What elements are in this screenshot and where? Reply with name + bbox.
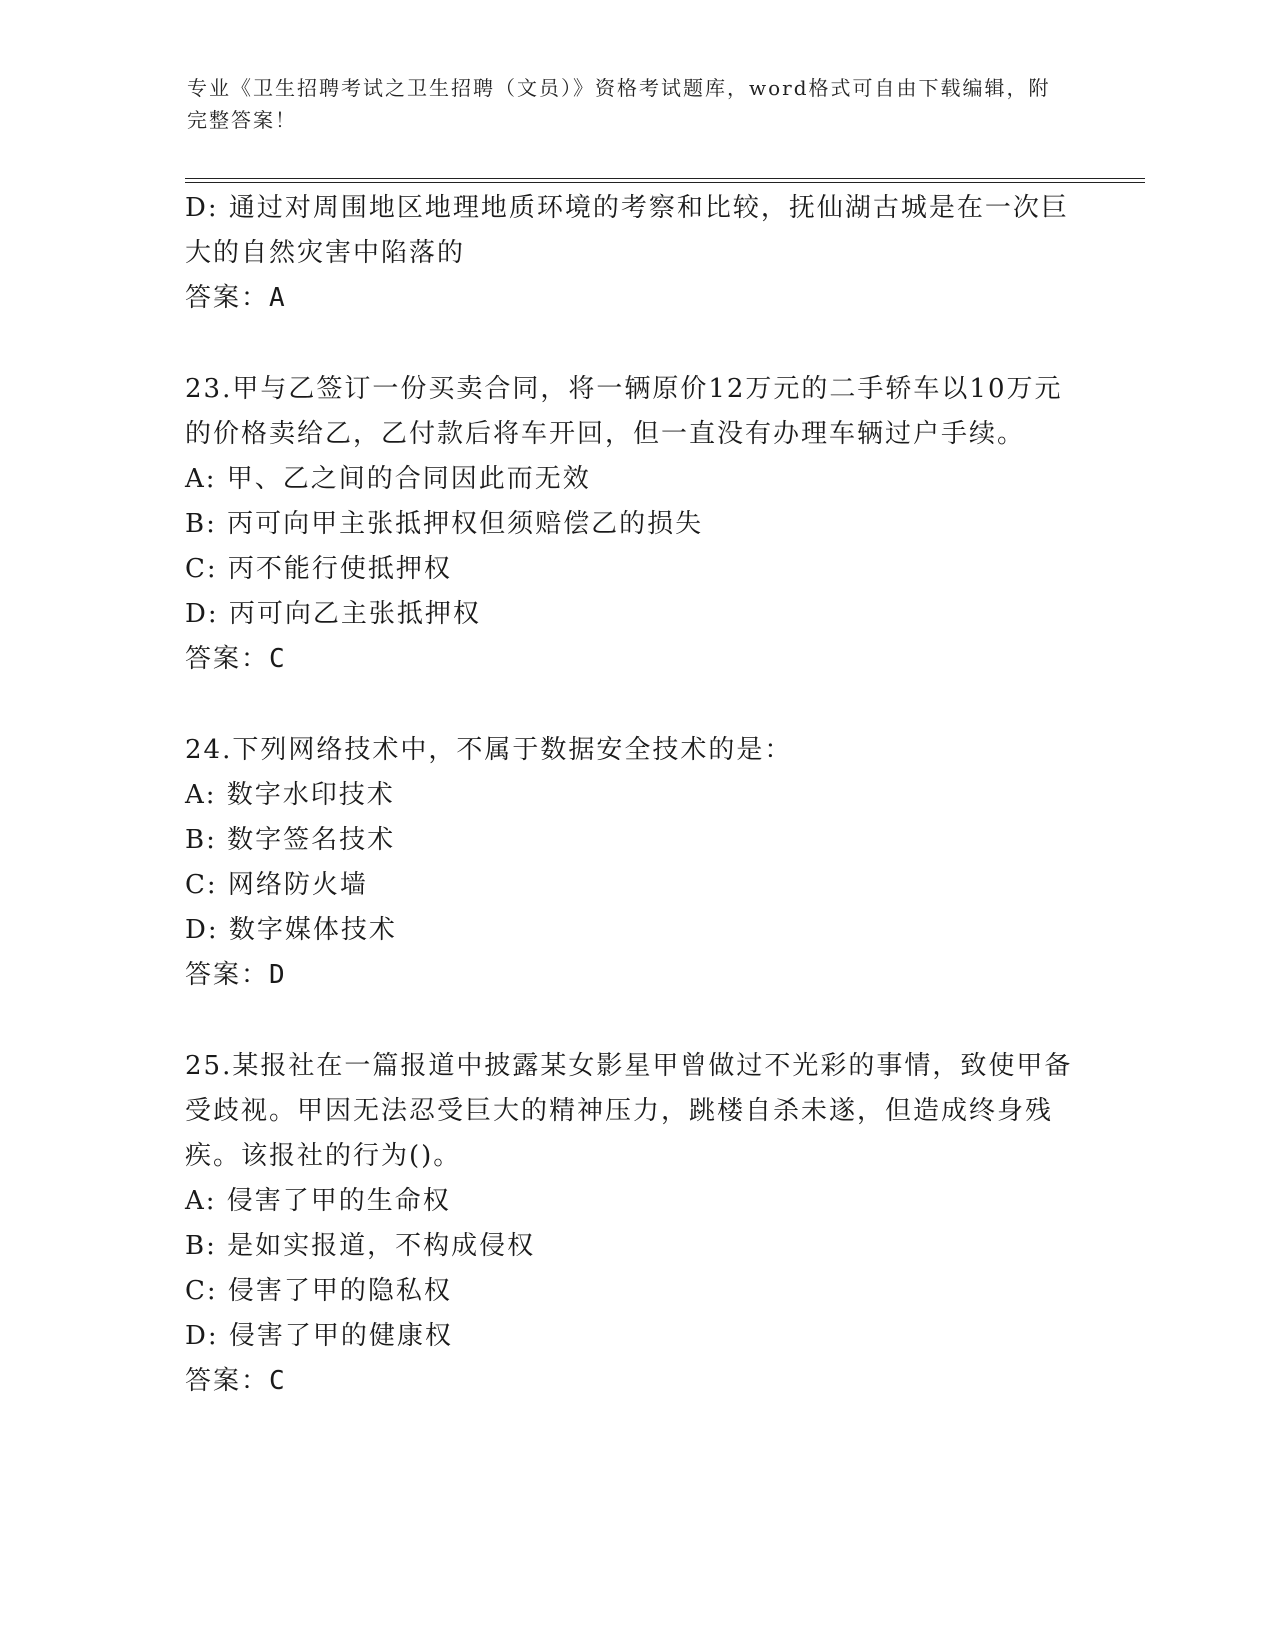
option-d: D: 数字媒体技术: [185, 915, 397, 945]
question-block-23: [185, 367, 1085, 682]
option-c: C: 侵害了甲的隐私权: [185, 1276, 452, 1306]
answer-line: [185, 276, 1085, 321]
option-c: C: 丙不能行使抵押权: [185, 554, 452, 584]
answer-value: D: [269, 960, 287, 990]
answer-value: A: [269, 283, 287, 313]
answer-label: 答案：: [185, 960, 270, 990]
answer-line: [185, 637, 1085, 682]
spacer: [185, 321, 1085, 367]
option-a: A: 侵害了甲的生命权: [185, 1186, 451, 1216]
option-b: B: 丙可向甲主张抵押权但须赔偿乙的损失: [185, 509, 704, 539]
option-c: C: 网络防火墙: [185, 870, 368, 900]
option-a: A: 甲、乙之间的合同因此而无效: [185, 464, 591, 494]
page-header: 专业《卫生招聘考试之卫生招聘（文员）》资格考试题库，word格式可自由下载编辑，附完整答案！: [187, 76, 1051, 132]
document-content: [185, 190, 1085, 1404]
question-block-25: [185, 1044, 1085, 1404]
question-block-24: [185, 728, 1085, 998]
question-stem: 25.某报社在一篇报道中披露某女影星甲曾做过不光彩的事情，致使甲备受歧视。甲因无法忍受巨大的精神压力，跳楼自杀未遂，但造成终身残疾。该报社的行为()。: [185, 1051, 1073, 1171]
answer-line: [185, 1359, 1085, 1404]
question-stem: 23.甲与乙签订一份买卖合同，将一辆原价12万元的二手轿车以10万元的价格卖给乙，乙付款后将车开回，但一直没有办理车辆过户手续。: [185, 374, 1063, 449]
question-stem: 24.下列网络技术中，不属于数据安全技术的是：: [185, 735, 793, 765]
answer-label: 答案：: [185, 1366, 270, 1396]
option-b: B: 数字签名技术: [185, 825, 396, 855]
answer-label: 答案：: [185, 644, 270, 674]
spacer: [185, 682, 1085, 728]
answer-label: 答案：: [185, 283, 270, 313]
option-b: B: 是如实报道，不构成侵权: [185, 1231, 536, 1261]
option-d: D: 侵害了甲的健康权: [185, 1321, 453, 1351]
option-a: A: 数字水印技术: [185, 780, 395, 810]
spacer: [185, 998, 1085, 1044]
option-d: D: 丙可向乙主张抵押权: [185, 599, 481, 629]
answer-value: C: [269, 644, 287, 674]
continued-option-d: D: 通过对周围地区地理地质环境的考察和比较，抚仙湖古城是在一次巨大的自然灾害中陷落的: [185, 193, 1069, 268]
answer-line: [185, 953, 1085, 998]
header-double-rule: [185, 178, 1145, 183]
answer-value: C: [269, 1366, 287, 1396]
